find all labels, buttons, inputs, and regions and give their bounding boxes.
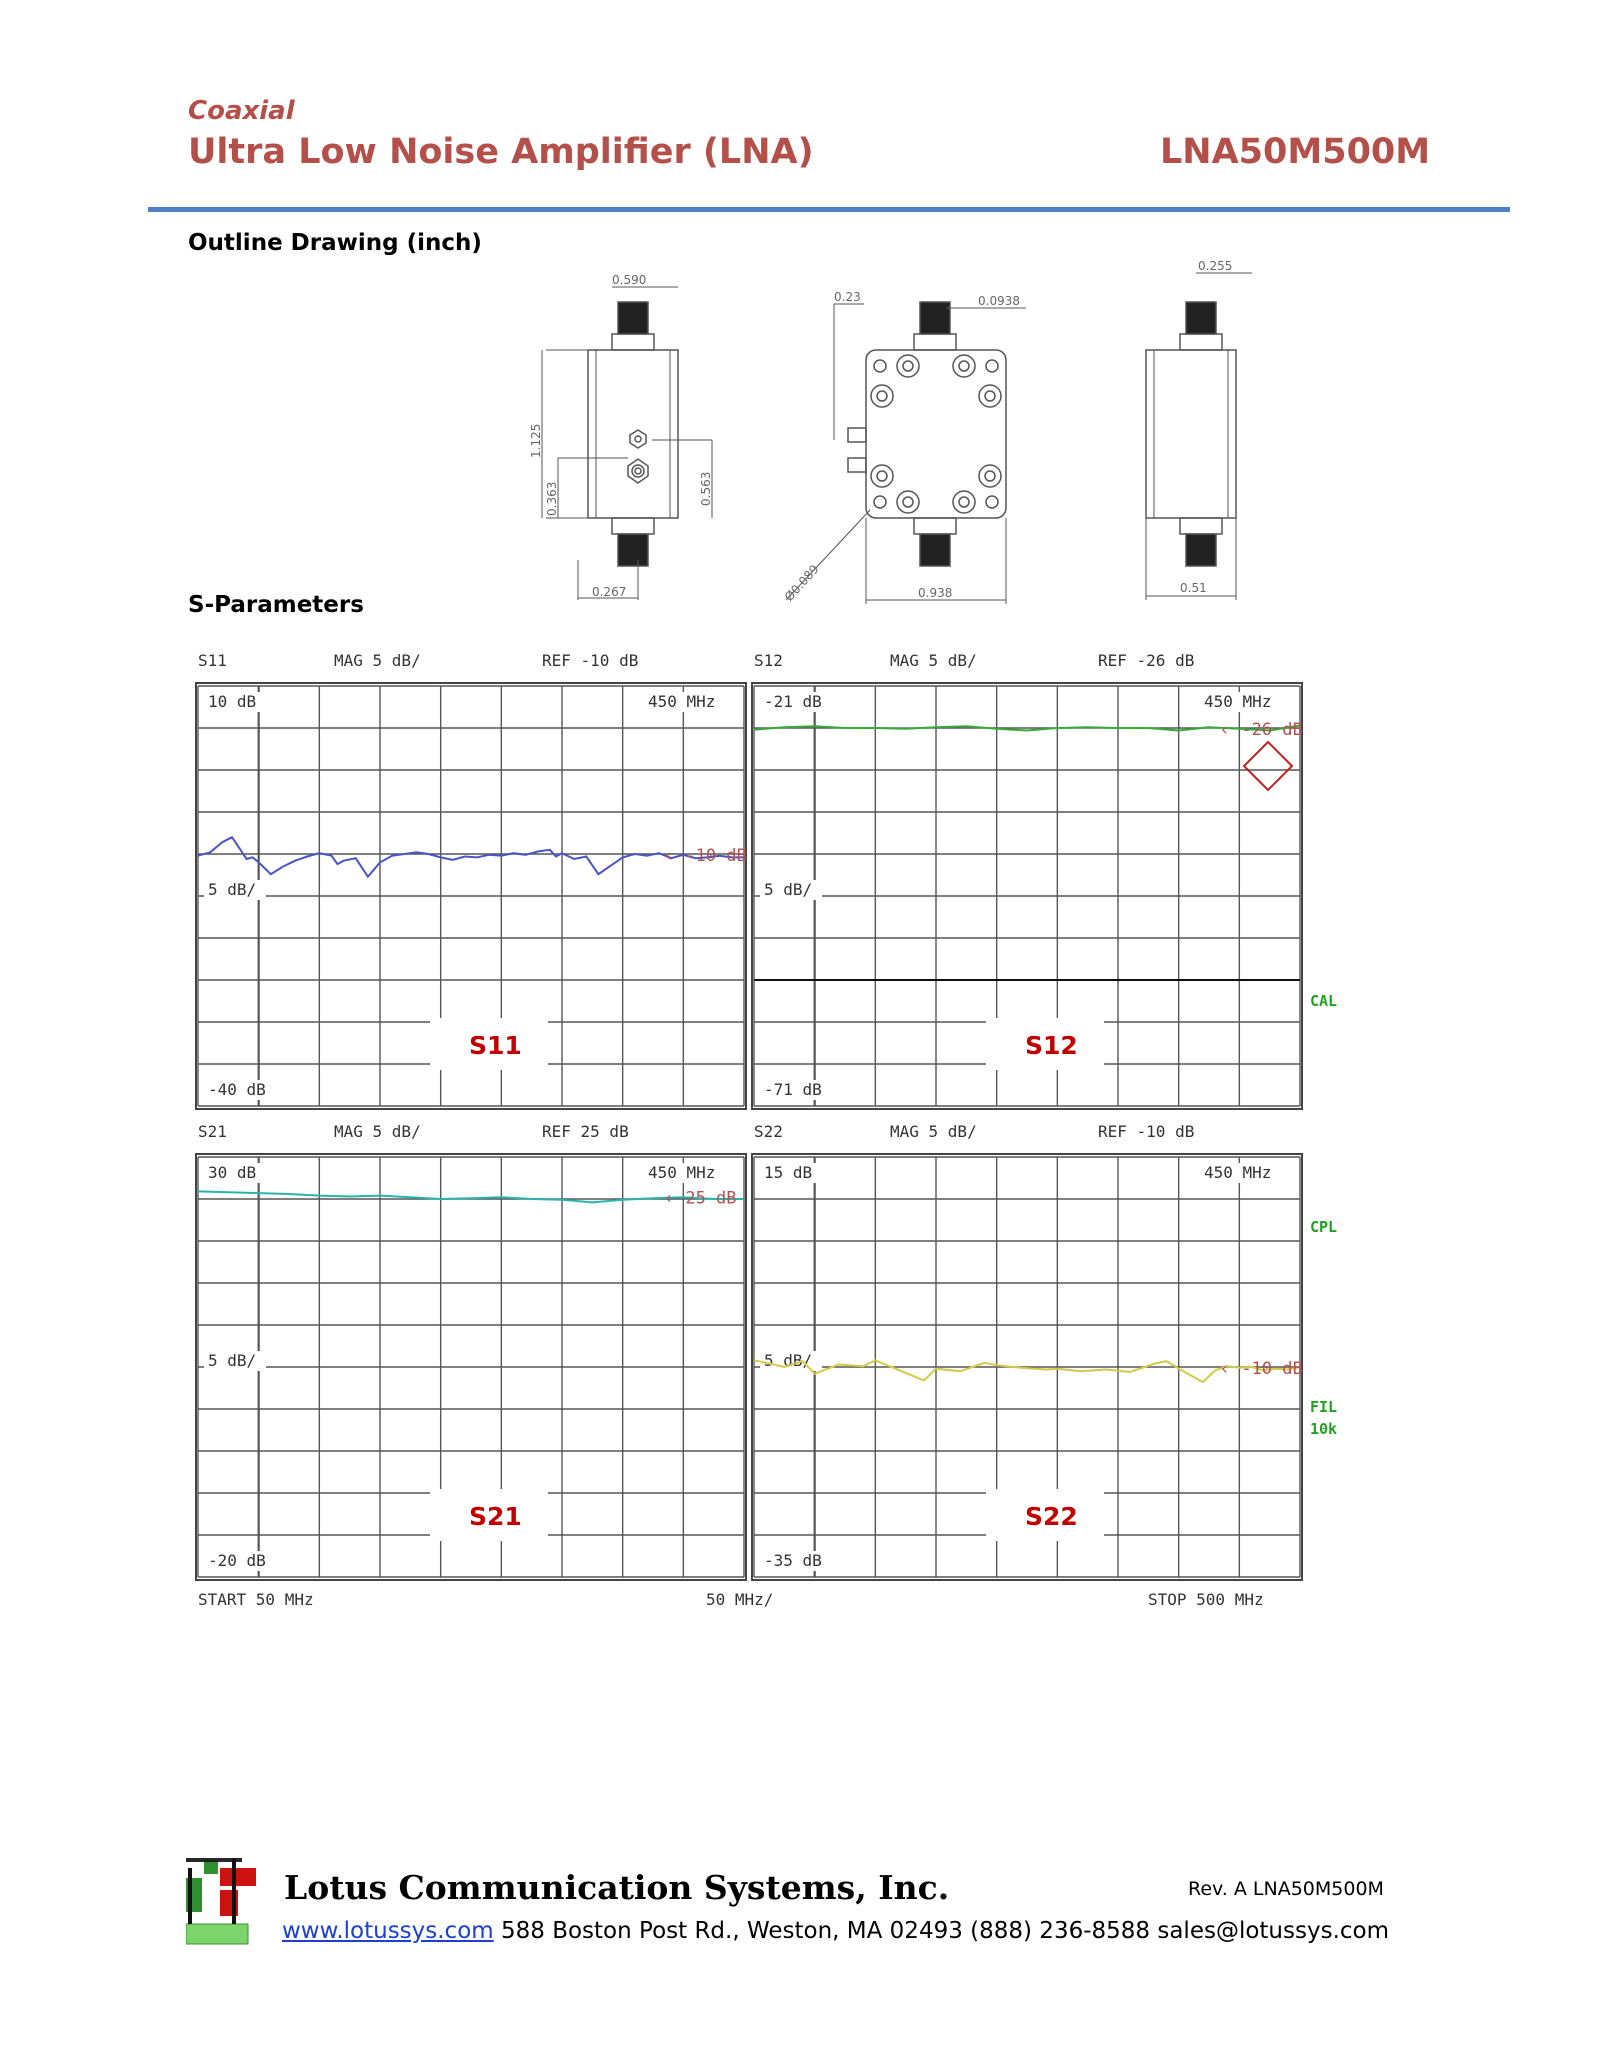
s22-scale: MAG 5 dB/ <box>890 1122 977 1141</box>
dim-mid-width: 0.938 <box>918 586 953 600</box>
dim-mid-conn: 0.0938 <box>978 294 1020 308</box>
s11-marker-arrow: ‹ <box>663 845 674 866</box>
s11-div-label: 5 dB/ <box>208 880 257 899</box>
dim-side-width: 0.51 <box>1180 581 1207 595</box>
s21-div-label: 5 dB/ <box>208 1351 257 1370</box>
dim-side-top: 0.255 <box>1198 259 1233 273</box>
address: 588 Boston Post Rd., Weston, MA 02493 (888) 236-8588 sales@lotussys.com <box>493 1918 1390 1944</box>
s21-scale: MAG 5 dB/ <box>334 1122 421 1141</box>
s22-bottom-label: -35 dB <box>764 1551 822 1570</box>
s12-title: S12 <box>754 651 783 670</box>
model-number: LNA50M500M <box>1160 132 1431 172</box>
lotus-logo-icon <box>186 1850 256 1950</box>
s12-scale: MAG 5 dB/ <box>890 651 977 670</box>
s22-top-label: 15 dB <box>764 1163 813 1182</box>
s11-marker-value: -10 dB <box>685 845 747 866</box>
outline-heading: Outline Drawing (inch) <box>188 230 482 256</box>
side-fil-label: FIL <box>1310 1398 1338 1416</box>
side-cal-label: CAL <box>1310 992 1338 1010</box>
s12-marker-freq: 450 MHz <box>1204 692 1272 711</box>
s21-title: S21 <box>198 1122 227 1141</box>
s21-big-label: S21 <box>469 1502 522 1531</box>
s11-ref: REF -10 dB <box>542 651 639 670</box>
s21-marker-value: 25 dB <box>685 1188 737 1209</box>
s21-bottom-label: -20 dB <box>208 1551 266 1570</box>
s12-big-label: S12 <box>1025 1031 1078 1060</box>
s12-bottom-label: -71 dB <box>764 1080 822 1099</box>
s22-marker-value: -10 dB <box>1241 1358 1303 1379</box>
s22-div-label: 5 dB/ <box>764 1351 813 1370</box>
website-link[interactable]: www.lotussys.com <box>282 1918 494 1944</box>
s11-scale: MAG 5 dB/ <box>334 651 421 670</box>
s11-big-label: S11 <box>469 1031 522 1060</box>
dim-front-conn-x: 0.267 <box>592 585 627 599</box>
dim-front-conn-y: 0.563 <box>699 471 713 506</box>
s12-top-label: -21 dB <box>764 692 822 711</box>
s12-div-label: 5 dB/ <box>764 880 813 899</box>
s11-bottom-label: -40 dB <box>208 1080 266 1099</box>
s11-trace <box>198 837 747 877</box>
s22-trace <box>754 1358 1303 1382</box>
s11-top-label: 10 dB <box>208 692 257 711</box>
s21-marker-freq: 450 MHz <box>648 1163 716 1182</box>
s12-marker-arrow: ‹ <box>1219 719 1230 740</box>
s22-marker-freq: 450 MHz <box>1204 1163 1272 1182</box>
x-start-label: START 50 MHz <box>198 1590 314 1609</box>
s22-big-label: S22 <box>1025 1502 1078 1531</box>
dim-front-bias: 0.363 <box>545 481 559 516</box>
doc-subtitle: Coaxial <box>188 96 295 126</box>
side-fil2-label: 10k <box>1310 1420 1338 1438</box>
s11-title: S11 <box>198 651 227 670</box>
dim-front-width: 0.590 <box>612 273 647 287</box>
contact-line <box>282 1918 1389 1944</box>
s22-title: S22 <box>754 1122 783 1141</box>
s21-marker-arrow: ‹ <box>663 1188 674 1209</box>
dim-front-height: 1.125 <box>529 423 543 458</box>
doc-title: Ultra Low Noise Amplifier (LNA) <box>188 132 814 172</box>
s12-ref: REF -26 dB <box>1098 651 1195 670</box>
x-stop-label: STOP 500 MHz <box>1148 1590 1264 1609</box>
x-span-label: 50 MHz/ <box>706 1590 774 1609</box>
sparams-heading: S-Parameters <box>188 592 364 618</box>
side-cpl-label: CPL <box>1310 1218 1338 1236</box>
s21-trace <box>198 1191 744 1202</box>
s22-marker-arrow: ‹ <box>1219 1358 1230 1379</box>
s12-diamond-icon <box>1244 742 1292 790</box>
revision: Rev. A LNA50M500M <box>1188 1878 1384 1900</box>
company-name: Lotus Communication Systems, Inc. <box>284 1868 950 1907</box>
s21-top-label: 30 dB <box>208 1163 257 1182</box>
dim-mid-offset: 0.23 <box>834 290 861 304</box>
s11-marker-freq: 450 MHz <box>648 692 716 711</box>
dim-mid-hole: Ø0.089 <box>781 562 822 605</box>
s22-ref: REF -10 dB <box>1098 1122 1195 1141</box>
s21-ref: REF 25 dB <box>542 1122 629 1141</box>
s12-marker-value: -26 dB <box>1241 719 1303 740</box>
